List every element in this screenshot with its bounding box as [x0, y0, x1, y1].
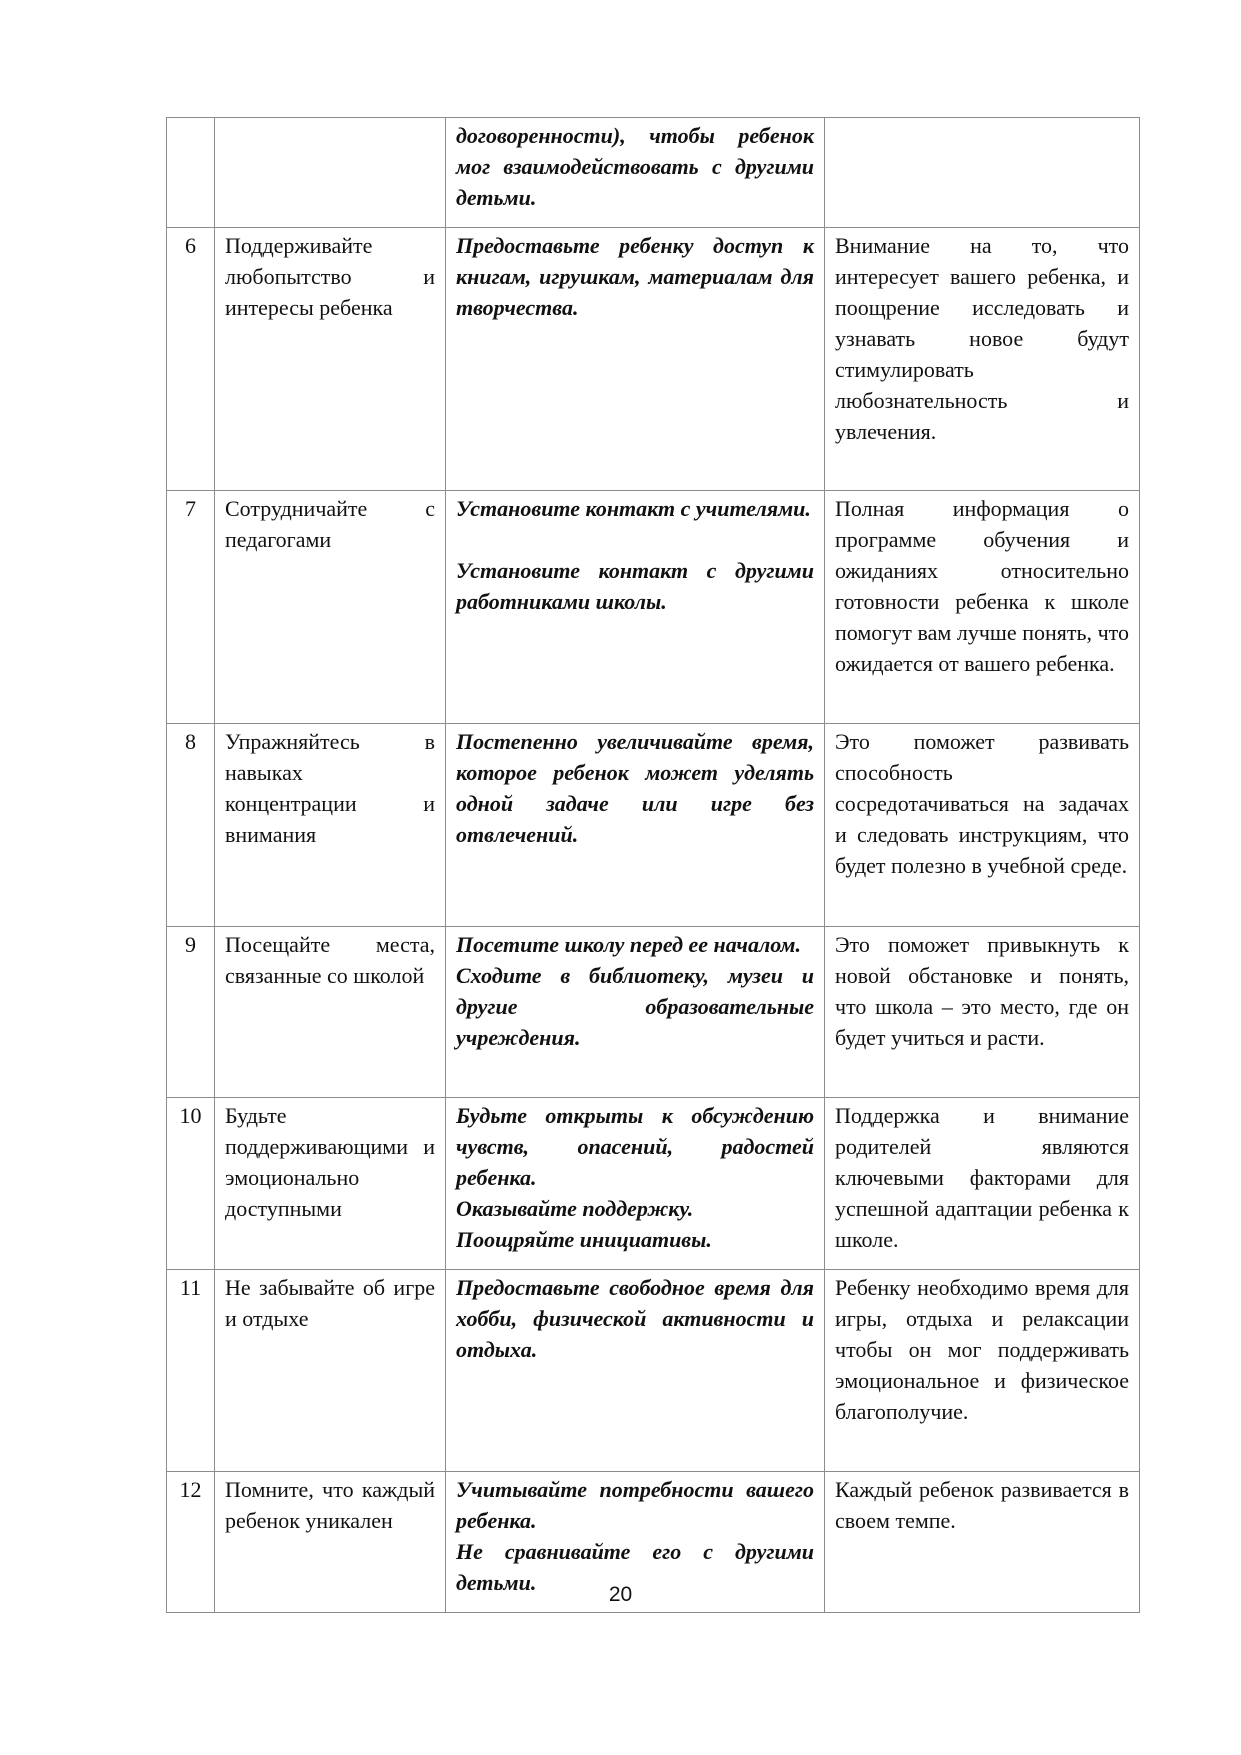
table-row — [167, 1098, 1140, 1270]
action-text: Предоставьте ребенку доступ к книгам, игрушкам, материалам для творчества. — [456, 233, 814, 320]
row-number: 10 — [167, 1098, 215, 1270]
actions-cell — [446, 1270, 825, 1472]
table-row — [167, 491, 1140, 724]
result-cell: Это поможет привыкнуть к новой обстановке и понять, что школа – это место, где он будет учиться и расти. — [825, 927, 1140, 1098]
action-text: договоренности), чтобы ребенок мог взаимодействовать с другими детьми. — [456, 123, 814, 210]
result-cell: Это поможет развивать способность сосредотачиваться на задачах и следовать инструкциям, что будет полезно в учебной среде. — [825, 724, 1140, 927]
action-text: Оказывайте поддержку. — [456, 1196, 694, 1221]
action-text: Установите контакт с учителями. — [456, 496, 811, 521]
table-row — [167, 927, 1140, 1098]
action-text: Будьте открыты к обсуждению чувств, опасений, радостей ребенка. — [456, 1103, 814, 1190]
action-text: Сходите в библиотеку, музеи и другие образовательные учреждения. — [456, 963, 814, 1050]
action-text: Предоставьте свободное время для хобби, физической активности и отдыха. — [456, 1275, 814, 1362]
table-row — [167, 1270, 1140, 1472]
row-number: 8 — [167, 724, 215, 927]
actions-cell — [446, 228, 825, 491]
row-number — [167, 118, 215, 228]
result-cell — [825, 118, 1140, 228]
result-cell: Внимание на то, что интересует вашего ребенка, и поощрение исследовать и узнавать новое будут стимулировать любознательность и увлечения. — [825, 228, 1140, 491]
recommendation-cell: Будьте поддерживающими и эмоционально доступными — [215, 1098, 446, 1270]
action-text: Посетите школу перед ее началом. — [456, 932, 802, 957]
action-text: Постепенно увеличивайте время, которое ребенок может уделять одной задаче или игре без отвлечений. — [456, 729, 814, 847]
recommendations-table — [166, 117, 1140, 1613]
row-number: 11 — [167, 1270, 215, 1472]
result-cell: Ребенку необходимо время для игры, отдыха и релаксации чтобы он мог поддерживать эмоциональное и физическое благополучие. — [825, 1270, 1140, 1472]
actions-cell — [446, 118, 825, 228]
actions-cell — [446, 927, 825, 1098]
row-number: 7 — [167, 491, 215, 724]
result-cell: Каждый ребенок развивается в своем темпе. — [825, 1472, 1140, 1613]
row-number: 9 — [167, 927, 215, 1098]
table-row — [167, 118, 1140, 228]
recommendation-cell: Поддерживайте любопытство и интересы ребенка — [215, 228, 446, 491]
row-number: 12 — [167, 1472, 215, 1613]
actions-cell — [446, 724, 825, 927]
table-row — [167, 724, 1140, 927]
actions-cell — [446, 491, 825, 724]
action-text: Установите контакт с другими работниками школы. — [456, 558, 814, 614]
row-number: 6 — [167, 228, 215, 491]
action-text: Учитывайте потребности вашего ребенка. — [456, 1477, 814, 1533]
recommendation-cell: Посещайте места, связанные со школой — [215, 927, 446, 1098]
recommendation-cell: Сотрудничайте с педагогами — [215, 491, 446, 724]
page-number: 20 — [608, 1583, 633, 1606]
recommendation-cell — [215, 118, 446, 228]
action-text: Не сравнивайте его с другими детьми. — [456, 1539, 814, 1595]
recommendation-cell: Помните, что каждый ребенок уникален — [215, 1472, 446, 1613]
action-text: Поощряйте инициативы. — [456, 1227, 712, 1252]
table-row — [167, 228, 1140, 491]
result-cell: Полная информация о программе обучения и ожиданиях относительно готовности ребенка к школе помогут вам лучше понять, что ожидается от вашего ребенка. — [825, 491, 1140, 724]
result-cell: Поддержка и внимание родителей являются ключевыми факторами для успешной адаптации ребенка к школе. — [825, 1098, 1140, 1270]
recommendation-cell: Упражняйтесь в навыках концентрации и внимания — [215, 724, 446, 927]
recommendation-cell: Не забывайте об игре и отдыхе — [215, 1270, 446, 1472]
actions-cell — [446, 1098, 825, 1270]
